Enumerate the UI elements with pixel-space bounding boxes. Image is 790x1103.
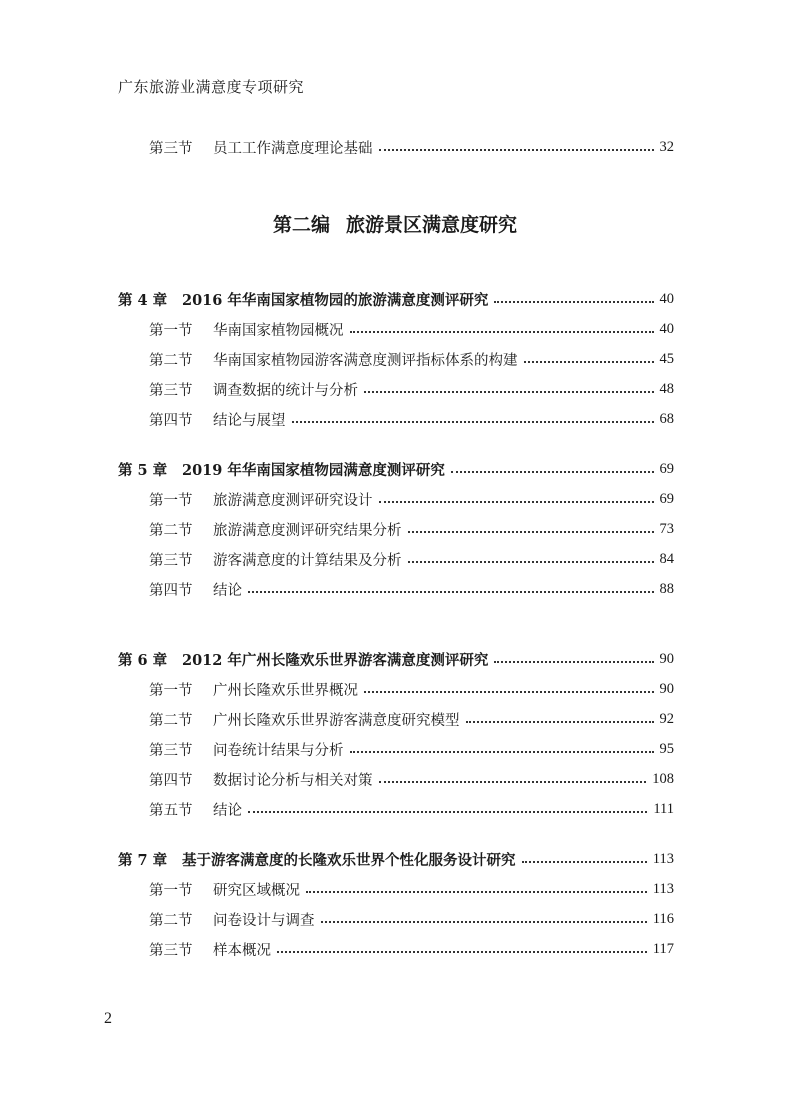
toc-entry-title: 结论与展望: [213, 412, 286, 429]
toc-leader-dots: [277, 951, 647, 953]
toc-section-entry[interactable]: [118, 578, 674, 600]
toc-section-entry[interactable]: [118, 738, 674, 760]
toc-section-entry[interactable]: [118, 488, 674, 510]
toc-chapter-entry[interactable]: [118, 458, 674, 480]
toc-section-entry[interactable]: [118, 136, 674, 158]
toc-section-entry[interactable]: [118, 708, 674, 730]
toc-entry-number: 第三节: [149, 742, 193, 759]
toc-entry-page: 48: [659, 380, 674, 397]
toc-entry-title: 2016 年华南国家植物园的旅游满意度测评研究: [182, 291, 489, 309]
toc-entry-title: 2012 年广州长隆欢乐世界游客满意度测评研究: [182, 651, 489, 669]
toc-entry-page: 88: [659, 580, 674, 597]
toc-entry-number: 第一节: [149, 492, 193, 509]
toc-entry-page: 92: [659, 710, 674, 727]
toc-entry-title: 员工工作满意度理论基础: [213, 140, 373, 157]
toc-leader-dots: [350, 751, 654, 753]
toc-entry-number: 第三节: [149, 382, 193, 399]
toc-entry-number: 第 6 章: [118, 651, 168, 669]
toc-entry-page: 108: [652, 770, 674, 787]
part-name: 旅游景区满意度研究: [346, 214, 518, 236]
toc-leader-dots: [524, 361, 654, 363]
toc-section-entry[interactable]: [118, 798, 674, 820]
toc-entry-number: 第 4 章: [118, 291, 168, 309]
toc-entry-title: 2019 年华南国家植物园满意度测评研究: [182, 461, 445, 479]
toc-entry-number: 第一节: [149, 322, 193, 339]
running-header: 广东旅游业满意度专项研究: [118, 78, 305, 96]
toc-entry-title: 问卷设计与调查: [213, 912, 315, 929]
toc-entry-number: 第四节: [149, 582, 193, 599]
toc-section-entry[interactable]: [118, 908, 674, 930]
toc-leader-dots: [350, 331, 654, 333]
toc-entry-page: 90: [659, 650, 674, 667]
toc-entry-page: 68: [659, 410, 674, 427]
toc-entry-number: 第四节: [149, 772, 193, 789]
toc-leader-dots: [494, 661, 653, 663]
toc-entry-page: 84: [659, 550, 674, 567]
toc-entry-page: 95: [659, 740, 674, 757]
toc-section-entry[interactable]: [118, 408, 674, 430]
toc-entry-page: 111: [653, 800, 674, 817]
toc-leader-dots: [408, 561, 654, 563]
toc-chapter-entry[interactable]: [118, 848, 674, 870]
toc-leader-dots: [379, 149, 654, 151]
toc-leader-dots: [292, 421, 654, 423]
toc-entry-title: 华南国家植物园游客满意度测评指标体系的构建: [213, 352, 518, 369]
toc-leader-dots: [408, 531, 654, 533]
toc-entry-title: 样本概况: [213, 942, 271, 959]
toc-entry-number: 第二节: [149, 352, 193, 369]
toc-entry-page: 69: [659, 460, 674, 477]
toc-entry-number: 第一节: [149, 682, 193, 699]
toc-section-entry[interactable]: [118, 548, 674, 570]
toc-entry-number: 第 5 章: [118, 461, 168, 479]
toc-entry-title: 数据讨论分析与相关对策: [213, 772, 373, 789]
toc-leader-dots: [379, 781, 647, 783]
toc-entry-title: 研究区域概况: [213, 882, 300, 899]
toc-leader-dots: [379, 501, 654, 503]
toc-section-entry[interactable]: [118, 378, 674, 400]
toc-section-entry[interactable]: [118, 348, 674, 370]
toc-leader-dots: [364, 691, 654, 693]
toc-entry-page: 73: [659, 520, 674, 537]
toc-entry-title: 华南国家植物园概况: [213, 322, 344, 339]
toc-entry-title: 问卷统计结果与分析: [213, 742, 344, 759]
toc-entry-page: 117: [652, 940, 674, 957]
toc-entry-page: 113: [652, 880, 674, 897]
toc-leader-dots: [321, 921, 647, 923]
page-number: 2: [104, 1010, 112, 1027]
toc-leader-dots: [522, 861, 647, 863]
toc-leader-dots: [248, 811, 647, 813]
toc-entry-page: 116: [652, 910, 674, 927]
toc-entry-title: 调查数据的统计与分析: [213, 382, 358, 399]
toc-entry-page: 113: [652, 850, 674, 867]
toc-entry-number: 第三节: [149, 140, 193, 157]
toc-entry-number: 第二节: [149, 522, 193, 539]
toc-section-entry[interactable]: [118, 318, 674, 340]
toc-entry-title: 结论: [213, 802, 242, 819]
toc-leader-dots: [306, 891, 647, 893]
toc-entry-number: 第三节: [149, 942, 193, 959]
toc-entry-page: 90: [659, 680, 674, 697]
toc-entry-title: 广州长隆欢乐世界概况: [213, 682, 358, 699]
toc-leader-dots: [466, 721, 654, 723]
toc-section-entry[interactable]: [118, 518, 674, 540]
toc-entry-page: 32: [659, 138, 674, 155]
toc-entry-title: 游客满意度的计算结果及分析: [213, 552, 402, 569]
toc-entry-number: 第五节: [149, 802, 193, 819]
toc-entry-number: 第一节: [149, 882, 193, 899]
toc-entry-page: 45: [659, 350, 674, 367]
toc-entry-title: 旅游满意度测评研究结果分析: [213, 522, 402, 539]
toc-section-entry[interactable]: [118, 878, 674, 900]
toc-entry-title: 基于游客满意度的长隆欢乐世界个性化服务设计研究: [182, 851, 516, 869]
toc-leader-dots: [494, 301, 653, 303]
toc-entry-page: 69: [659, 490, 674, 507]
toc-section-entry[interactable]: [118, 938, 674, 960]
toc-entry-number: 第二节: [149, 912, 193, 929]
part-label: 第二编: [272, 214, 330, 236]
toc-entry-number: 第 7 章: [118, 851, 168, 869]
toc-entry-title: 结论: [213, 582, 242, 599]
toc-entry-title: 旅游满意度测评研究设计: [213, 492, 373, 509]
toc-entry-page: 40: [659, 290, 674, 307]
toc-leader-dots: [248, 591, 654, 593]
toc-entry-number: 第二节: [149, 712, 193, 729]
toc-chapter-entry[interactable]: [118, 288, 674, 310]
toc-leader-dots: [364, 391, 654, 393]
part-title: [0, 210, 790, 237]
toc-entry-title: 广州长隆欢乐世界游客满意度研究模型: [213, 712, 460, 729]
toc-section-entry[interactable]: [118, 768, 674, 790]
toc-chapter-entry[interactable]: [118, 648, 674, 670]
toc-section-entry[interactable]: [118, 678, 674, 700]
toc-entry-number: 第三节: [149, 552, 193, 569]
toc-entry-page: 40: [659, 320, 674, 337]
toc-leader-dots: [451, 471, 654, 473]
toc-entry-number: 第四节: [149, 412, 193, 429]
